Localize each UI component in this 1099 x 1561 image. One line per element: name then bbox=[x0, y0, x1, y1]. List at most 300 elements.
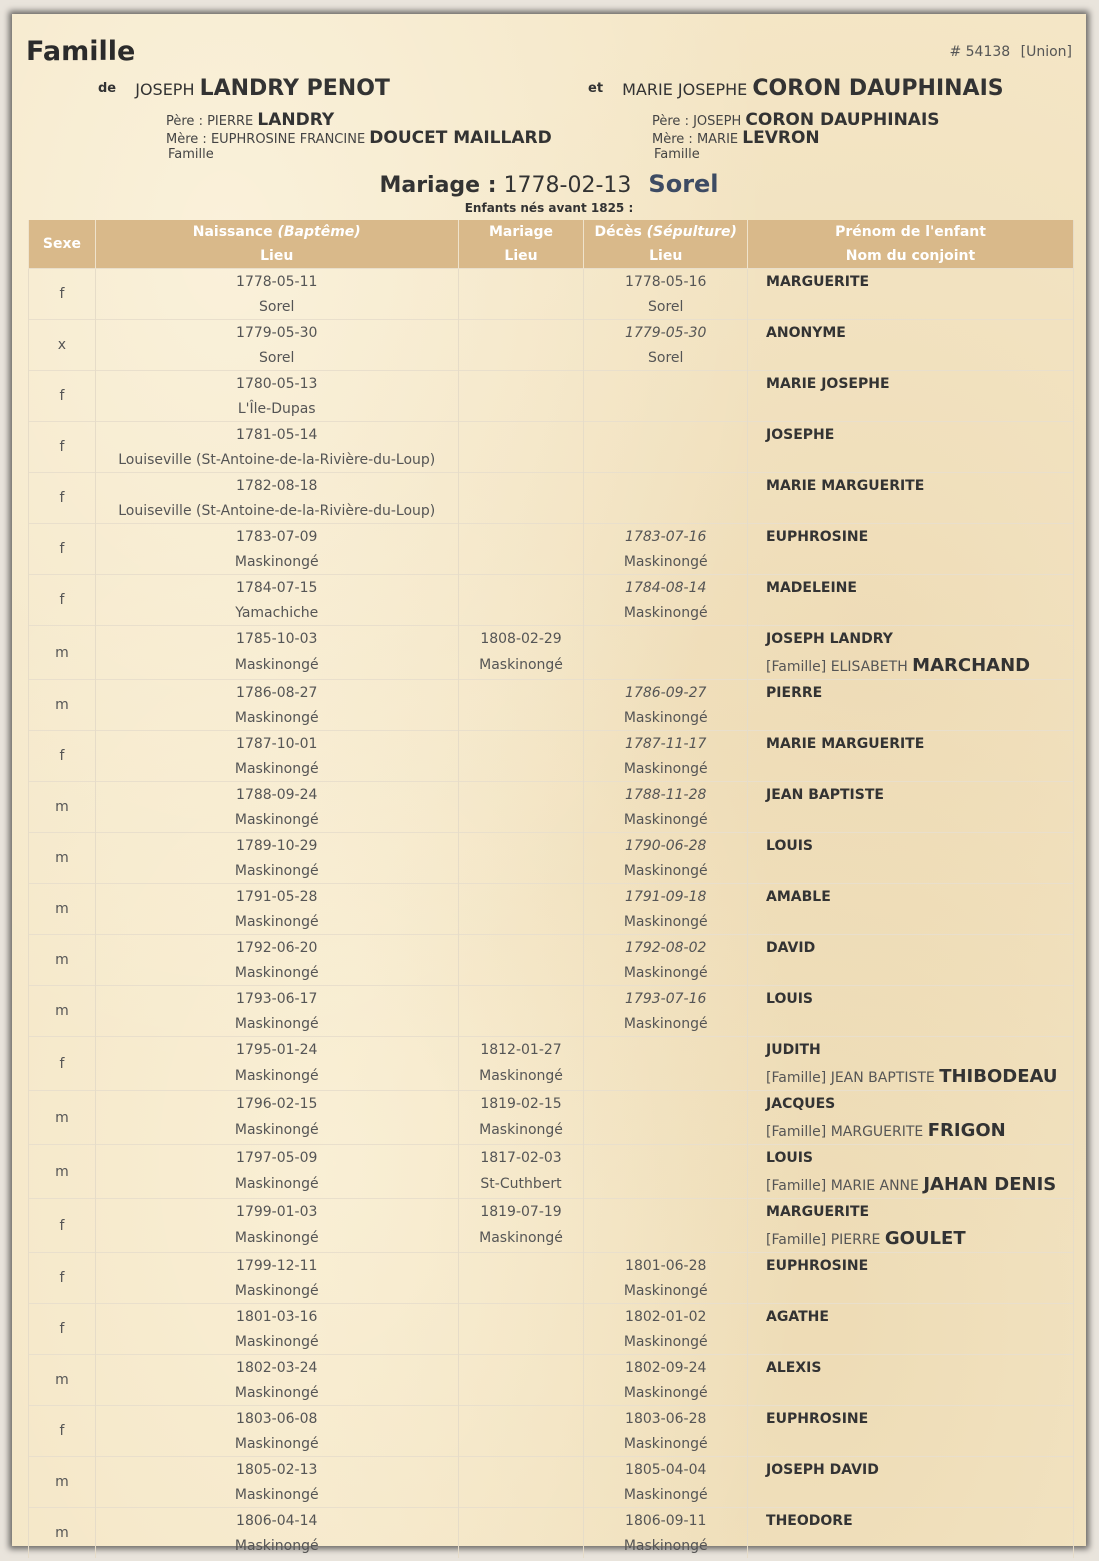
marriage-date bbox=[458, 884, 584, 910]
death-place: Maskinongé bbox=[584, 1329, 748, 1355]
birth-place: Yamachiche bbox=[95, 600, 458, 626]
spouse-cell bbox=[748, 1380, 1074, 1406]
death-place: Maskinongé bbox=[584, 858, 748, 884]
marriage-place: Maskinongé bbox=[458, 1062, 584, 1091]
col-header-conjoint: Nom du conjoint bbox=[748, 244, 1074, 269]
col-header-naissance-lieu: Lieu bbox=[95, 244, 458, 269]
table-row-places bbox=[29, 807, 1074, 833]
death-place: Maskinongé bbox=[584, 1011, 748, 1037]
marriage-place bbox=[458, 909, 584, 935]
col-header-mariage-lieu: Lieu bbox=[458, 244, 584, 269]
birth-date: 1780-05-13 bbox=[95, 371, 458, 397]
birth-place: Maskinongé bbox=[95, 909, 458, 935]
birth-place: Sorel bbox=[95, 294, 458, 320]
sex-cell: m bbox=[29, 1457, 96, 1508]
death-date: 1801-06-28 bbox=[584, 1253, 748, 1279]
birth-place: L'Île-Dupas bbox=[95, 396, 458, 422]
marriage-date bbox=[458, 269, 584, 295]
death-date bbox=[584, 1037, 748, 1063]
death-place: Maskinongé bbox=[584, 960, 748, 986]
wife-name bbox=[588, 76, 1004, 101]
marriage-date bbox=[458, 782, 584, 808]
spouse-cell bbox=[748, 960, 1074, 986]
marriage-date bbox=[458, 1406, 584, 1432]
col-header-mariage: Mariage bbox=[458, 220, 584, 244]
father-given: PIERRE bbox=[207, 114, 254, 129]
table-row-places bbox=[29, 1011, 1074, 1037]
child-name[interactable]: EUPHROSINE bbox=[748, 1253, 1074, 1279]
birth-place: Maskinongé bbox=[95, 1116, 458, 1145]
table-row-places bbox=[29, 960, 1074, 986]
marriage-place: Maskinongé bbox=[458, 1116, 584, 1145]
death-place: Maskinongé bbox=[584, 1533, 748, 1558]
marriage-line bbox=[12, 170, 1086, 198]
marriage-date: 1819-02-15 bbox=[458, 1091, 584, 1117]
husband-name bbox=[98, 76, 390, 101]
death-place: Maskinongé bbox=[584, 1482, 748, 1508]
death-place: Maskinongé bbox=[584, 756, 748, 782]
child-name[interactable]: LOUIS bbox=[748, 833, 1074, 859]
marriage-date bbox=[458, 731, 584, 757]
child-name[interactable]: AMABLE bbox=[748, 884, 1074, 910]
birth-date: 1782-08-18 bbox=[95, 473, 458, 499]
marriage-date: 1812-01-27 bbox=[458, 1037, 584, 1063]
death-date: 1786-09-27 bbox=[584, 680, 748, 706]
sex-cell: f bbox=[29, 1406, 96, 1457]
sex-cell: m bbox=[29, 884, 96, 935]
birth-place: Maskinongé bbox=[95, 807, 458, 833]
death-place: Maskinongé bbox=[584, 909, 748, 935]
marriage-date: 1778-02-13 bbox=[503, 173, 632, 198]
death-place: Maskinongé bbox=[584, 600, 748, 626]
sex-cell: m bbox=[29, 986, 96, 1037]
marriage-date bbox=[458, 524, 584, 550]
spouse-cell bbox=[748, 756, 1074, 782]
sex-cell: f bbox=[29, 524, 96, 575]
spouse-given-name: MARIE ANNE bbox=[830, 1177, 919, 1194]
death-place: Maskinongé bbox=[584, 549, 748, 575]
child-name[interactable]: MADELEINE bbox=[748, 575, 1074, 601]
marriage-place bbox=[458, 705, 584, 731]
wife-given-name: MARIE JOSEPHE bbox=[622, 80, 748, 99]
sex-cell: m bbox=[29, 935, 96, 986]
table-row-places bbox=[29, 447, 1074, 473]
death-date: 1806-09-11 bbox=[584, 1508, 748, 1534]
marriage-place bbox=[458, 1380, 584, 1406]
spouse-cell bbox=[748, 498, 1074, 524]
table-row-places bbox=[29, 549, 1074, 575]
marriage-date bbox=[458, 575, 584, 601]
spouse-surname[interactable]: MARCHAND bbox=[912, 654, 1031, 676]
death-date: 1793-07-16 bbox=[584, 986, 748, 1012]
wife-family-link[interactable]: Famille bbox=[654, 147, 700, 162]
spouse-cell bbox=[748, 600, 1074, 626]
marriage-place bbox=[458, 600, 584, 626]
marriage-date: 1819-07-19 bbox=[458, 1199, 584, 1225]
table-row bbox=[29, 422, 1074, 448]
sex-cell: m bbox=[29, 1091, 96, 1145]
sepulture-label: (Sépulture) bbox=[646, 224, 737, 240]
child-name[interactable]: THEODORE bbox=[748, 1508, 1074, 1534]
spouse-cell bbox=[748, 705, 1074, 731]
table-row-places bbox=[29, 756, 1074, 782]
sex-cell: m bbox=[29, 782, 96, 833]
marriage-date bbox=[458, 422, 584, 448]
spouse-given-name: PIERRE bbox=[830, 1231, 881, 1248]
birth-place: Maskinongé bbox=[95, 1278, 458, 1304]
death-date: 1802-01-02 bbox=[584, 1304, 748, 1330]
bapteme-label: (Baptême) bbox=[277, 224, 361, 240]
table-row bbox=[29, 935, 1074, 961]
child-name[interactable]: AGATHE bbox=[748, 1304, 1074, 1330]
union-link[interactable]: [Union] bbox=[1020, 44, 1072, 60]
sex-cell: f bbox=[29, 1199, 96, 1253]
marriage-place bbox=[458, 396, 584, 422]
death-date: 1788-11-28 bbox=[584, 782, 748, 808]
child-name[interactable]: MARGUERITE bbox=[748, 1199, 1074, 1225]
birth-date: 1787-10-01 bbox=[95, 731, 458, 757]
death-date: 1790-06-28 bbox=[584, 833, 748, 859]
wife-surname: CORON DAUPHINAIS bbox=[752, 76, 1004, 101]
child-name[interactable]: JOSEPH LANDRY bbox=[748, 626, 1074, 652]
child-name[interactable]: JEAN BAPTISTE bbox=[748, 782, 1074, 808]
spouse-surname[interactable]: FRIGON bbox=[927, 1119, 1006, 1141]
marriage-place bbox=[458, 1278, 584, 1304]
husband-parents bbox=[166, 112, 552, 161]
sex-cell: m bbox=[29, 680, 96, 731]
marriage-place bbox=[458, 549, 584, 575]
death-place bbox=[584, 1116, 748, 1145]
spouse-cell bbox=[748, 345, 1074, 371]
death-place bbox=[584, 396, 748, 422]
marriage-date bbox=[458, 1508, 584, 1534]
spouse-surname[interactable]: THIBODEAU bbox=[939, 1065, 1058, 1087]
spouse-given-name: ELISABETH bbox=[830, 658, 908, 675]
col-header-deces-lieu: Lieu bbox=[584, 244, 748, 269]
death-place: Maskinongé bbox=[584, 807, 748, 833]
child-name[interactable]: JACQUES bbox=[748, 1091, 1074, 1117]
birth-place: Maskinongé bbox=[95, 549, 458, 575]
husband-given-name: JOSEPH bbox=[135, 80, 195, 99]
marriage-place bbox=[458, 756, 584, 782]
spouse-cell bbox=[748, 1482, 1074, 1508]
table-row-places bbox=[29, 858, 1074, 884]
death-place bbox=[584, 1170, 748, 1199]
child-name[interactable]: DAVID bbox=[748, 935, 1074, 961]
marriage-date: 1817-02-03 bbox=[458, 1145, 584, 1171]
marriage-place bbox=[458, 1011, 584, 1037]
birth-date: 1779-05-30 bbox=[95, 320, 458, 346]
table-row bbox=[29, 1304, 1074, 1330]
death-date: 1802-09-24 bbox=[584, 1355, 748, 1381]
spouse-cell bbox=[748, 1329, 1074, 1355]
spouse-cell bbox=[748, 909, 1074, 935]
mother-surname: LEVRON bbox=[742, 128, 820, 148]
table-row bbox=[29, 1199, 1074, 1225]
child-name[interactable]: MARIE JOSEPHE bbox=[748, 371, 1074, 397]
table-row bbox=[29, 524, 1074, 550]
sex-cell: f bbox=[29, 1037, 96, 1091]
table-row bbox=[29, 269, 1074, 295]
birth-date: 1805-02-13 bbox=[95, 1457, 458, 1483]
table-row bbox=[29, 1406, 1074, 1432]
marriage-date bbox=[458, 833, 584, 859]
table-row-places bbox=[29, 1380, 1074, 1406]
table-row bbox=[29, 833, 1074, 859]
table-row-places bbox=[29, 1170, 1074, 1199]
table-row-places bbox=[29, 1533, 1074, 1558]
birth-date: 1788-09-24 bbox=[95, 782, 458, 808]
birth-date: 1781-05-14 bbox=[95, 422, 458, 448]
sex-cell: f bbox=[29, 422, 96, 473]
birth-place: Maskinongé bbox=[95, 1482, 458, 1508]
child-name[interactable]: JUDITH bbox=[748, 1037, 1074, 1063]
table-row-places bbox=[29, 909, 1074, 935]
table-row-places bbox=[29, 345, 1074, 371]
family-reference bbox=[943, 44, 1072, 60]
marriage-place bbox=[458, 1482, 584, 1508]
child-name[interactable]: EUPHROSINE bbox=[748, 524, 1074, 550]
death-place: Sorel bbox=[584, 345, 748, 371]
table-row bbox=[29, 575, 1074, 601]
birth-place: Maskinongé bbox=[95, 756, 458, 782]
spouse-surname[interactable]: JAHAN DENIS bbox=[923, 1173, 1057, 1195]
death-date: 1778-05-16 bbox=[584, 269, 748, 295]
deces-label: Décès bbox=[594, 224, 642, 240]
child-name[interactable]: LOUIS bbox=[748, 986, 1074, 1012]
birth-place: Louiseville (St-Antoine-de-la-Rivière-du-Loup) bbox=[95, 498, 458, 524]
child-name[interactable]: MARIE MARGUERITE bbox=[748, 731, 1074, 757]
death-date bbox=[584, 626, 748, 652]
table-row bbox=[29, 1355, 1074, 1381]
table-row-places bbox=[29, 651, 1074, 680]
spouse-family-link[interactable]: [Famille] bbox=[766, 1069, 827, 1086]
birth-date: 1803-06-08 bbox=[95, 1406, 458, 1432]
table-row bbox=[29, 986, 1074, 1012]
birth-date: 1784-07-15 bbox=[95, 575, 458, 601]
marriage-place: Maskinongé bbox=[458, 1224, 584, 1253]
table-row bbox=[29, 1457, 1074, 1483]
spouse-family-link[interactable]: [Famille] bbox=[766, 1231, 827, 1248]
child-name[interactable]: ANONYME bbox=[748, 320, 1074, 346]
spouse-cell bbox=[748, 549, 1074, 575]
birth-place: Maskinongé bbox=[95, 1431, 458, 1457]
spouse-cell bbox=[748, 858, 1074, 884]
death-place: Maskinongé bbox=[584, 1278, 748, 1304]
death-date: 1779-05-30 bbox=[584, 320, 748, 346]
spouse-cell bbox=[748, 1431, 1074, 1457]
spouse-cell bbox=[748, 1278, 1074, 1304]
birth-date: 1795-01-24 bbox=[95, 1037, 458, 1063]
sex-cell: m bbox=[29, 1508, 96, 1559]
birth-date: 1783-07-09 bbox=[95, 524, 458, 550]
spouse-cell bbox=[748, 1170, 1074, 1199]
wife-prefix: et bbox=[588, 81, 604, 96]
sex-cell: f bbox=[29, 473, 96, 524]
child-name[interactable]: JOSEPHE bbox=[748, 422, 1074, 448]
marriage-date bbox=[458, 473, 584, 499]
marriage-date bbox=[458, 1304, 584, 1330]
children-table bbox=[28, 220, 1074, 1558]
birth-date: 1806-04-14 bbox=[95, 1508, 458, 1534]
marriage-place: Maskinongé bbox=[458, 651, 584, 680]
table-row bbox=[29, 731, 1074, 757]
table-row bbox=[29, 884, 1074, 910]
marriage-place bbox=[458, 1431, 584, 1457]
sex-cell: m bbox=[29, 833, 96, 884]
col-header-prenom: Prénom de l'enfant bbox=[748, 220, 1074, 244]
husband-surname: LANDRY PENOT bbox=[199, 76, 390, 101]
marriage-place bbox=[458, 345, 584, 371]
table-row bbox=[29, 1508, 1074, 1534]
child-name[interactable]: MARIE MARGUERITE bbox=[748, 473, 1074, 499]
table-row-places bbox=[29, 294, 1074, 320]
death-date: 1803-06-28 bbox=[584, 1406, 748, 1432]
table-row-places bbox=[29, 1278, 1074, 1304]
birth-date: 1796-02-15 bbox=[95, 1091, 458, 1117]
spouse-cell bbox=[748, 396, 1074, 422]
death-place: Sorel bbox=[584, 294, 748, 320]
sex-cell: f bbox=[29, 1253, 96, 1304]
birth-date: 1793-06-17 bbox=[95, 986, 458, 1012]
table-row-places bbox=[29, 396, 1074, 422]
birth-place: Maskinongé bbox=[95, 1329, 458, 1355]
death-date: 1783-07-16 bbox=[584, 524, 748, 550]
birth-place: Louiseville (St-Antoine-de-la-Rivière-du-Loup) bbox=[95, 447, 458, 473]
birth-date: 1791-05-28 bbox=[95, 884, 458, 910]
sex-cell: f bbox=[29, 1304, 96, 1355]
birth-date: 1802-03-24 bbox=[95, 1355, 458, 1381]
death-date bbox=[584, 371, 748, 397]
father-label: Père : bbox=[166, 114, 203, 129]
child-name[interactable]: PIERRE bbox=[748, 680, 1074, 706]
table-row-places bbox=[29, 1224, 1074, 1253]
mother-surname: DOUCET MAILLARD bbox=[369, 128, 552, 148]
spouse-cell bbox=[748, 294, 1074, 320]
marriage-date bbox=[458, 1253, 584, 1279]
table-row bbox=[29, 680, 1074, 706]
table-row bbox=[29, 626, 1074, 652]
sex-cell: m bbox=[29, 626, 96, 680]
child-name[interactable]: LOUIS bbox=[748, 1145, 1074, 1171]
marriage-date bbox=[458, 320, 584, 346]
birth-date: 1799-01-03 bbox=[95, 1199, 458, 1225]
spouse-family-link[interactable]: [Famille] bbox=[766, 1123, 827, 1140]
table-row-places bbox=[29, 1329, 1074, 1355]
birth-date: 1778-05-11 bbox=[95, 269, 458, 295]
spouse-cell bbox=[748, 1062, 1074, 1091]
mother-label: Mère : bbox=[652, 132, 693, 147]
mother-given: MARIE bbox=[696, 132, 739, 147]
death-date: 1784-08-14 bbox=[584, 575, 748, 601]
father-given: JOSEPH bbox=[693, 114, 742, 129]
marriage-place bbox=[458, 960, 584, 986]
sex-cell: f bbox=[29, 269, 96, 320]
table-row bbox=[29, 1091, 1074, 1117]
wife-parents bbox=[652, 112, 940, 161]
sex-cell: f bbox=[29, 371, 96, 422]
husband-family-link[interactable]: Famille bbox=[168, 147, 214, 162]
wife-mother bbox=[652, 130, 940, 148]
table-row bbox=[29, 473, 1074, 499]
birth-place: Maskinongé bbox=[95, 1533, 458, 1558]
death-date: 1787-11-17 bbox=[584, 731, 748, 757]
child-name[interactable]: MARGUERITE bbox=[748, 269, 1074, 295]
table-row bbox=[29, 1253, 1074, 1279]
birth-date: 1799-12-11 bbox=[95, 1253, 458, 1279]
death-place bbox=[584, 498, 748, 524]
death-date bbox=[584, 1145, 748, 1171]
spouse-family-link[interactable]: [Famille] bbox=[766, 658, 827, 675]
sex-cell: x bbox=[29, 320, 96, 371]
marriage-date bbox=[458, 986, 584, 1012]
death-place bbox=[584, 1224, 748, 1253]
table-row bbox=[29, 320, 1074, 346]
table-row bbox=[29, 782, 1074, 808]
birth-place: Maskinongé bbox=[95, 858, 458, 884]
table-row-places bbox=[29, 1482, 1074, 1508]
birth-place: Maskinongé bbox=[95, 1380, 458, 1406]
death-date bbox=[584, 1091, 748, 1117]
marriage-date bbox=[458, 371, 584, 397]
spouse-cell bbox=[748, 807, 1074, 833]
table-row bbox=[29, 1145, 1074, 1171]
child-name[interactable]: ALEXIS bbox=[748, 1355, 1074, 1381]
sex-cell: f bbox=[29, 575, 96, 626]
table-row bbox=[29, 371, 1074, 397]
spouse-surname[interactable]: GOULET bbox=[884, 1227, 966, 1249]
death-date: 1791-09-18 bbox=[584, 884, 748, 910]
father-surname: LANDRY bbox=[257, 110, 335, 130]
table-row-places bbox=[29, 498, 1074, 524]
mother-given: EUPHROSINE FRANCINE bbox=[210, 132, 366, 147]
table-row-places bbox=[29, 1062, 1074, 1091]
spouse-cell bbox=[748, 447, 1074, 473]
col-header-deces bbox=[584, 220, 748, 244]
death-date bbox=[584, 473, 748, 499]
marriage-place bbox=[458, 858, 584, 884]
marriage-date bbox=[458, 1457, 584, 1483]
col-header-naissance bbox=[95, 220, 458, 244]
death-place bbox=[584, 447, 748, 473]
spouse-cell bbox=[748, 651, 1074, 680]
father-surname: CORON DAUPHINAIS bbox=[745, 110, 940, 130]
death-place: Maskinongé bbox=[584, 1380, 748, 1406]
birth-place: Maskinongé bbox=[95, 960, 458, 986]
spouse-given-name: MARGUERITE bbox=[830, 1123, 924, 1140]
spouse-cell bbox=[748, 1533, 1074, 1558]
birth-place: Maskinongé bbox=[95, 651, 458, 680]
marriage-place bbox=[458, 498, 584, 524]
spouse-given-name: JEAN BAPTISTE bbox=[830, 1069, 935, 1086]
marriage-place bbox=[458, 807, 584, 833]
death-place: Maskinongé bbox=[584, 1431, 748, 1457]
spouse-family-link[interactable]: [Famille] bbox=[766, 1177, 827, 1194]
birth-place: Maskinongé bbox=[95, 1062, 458, 1091]
table-row-places bbox=[29, 600, 1074, 626]
child-name[interactable]: JOSEPH DAVID bbox=[748, 1457, 1074, 1483]
husband-mother bbox=[166, 130, 552, 148]
children-caption: Enfants nés avant 1825 : bbox=[464, 201, 634, 215]
sex-cell: m bbox=[29, 1145, 96, 1199]
page-title: Famille bbox=[26, 36, 136, 67]
child-name[interactable]: EUPHROSINE bbox=[748, 1406, 1074, 1432]
marriage-place bbox=[458, 1329, 584, 1355]
birth-date: 1785-10-03 bbox=[95, 626, 458, 652]
birth-date: 1797-05-09 bbox=[95, 1145, 458, 1171]
death-date bbox=[584, 1199, 748, 1225]
birth-place: Sorel bbox=[95, 345, 458, 371]
